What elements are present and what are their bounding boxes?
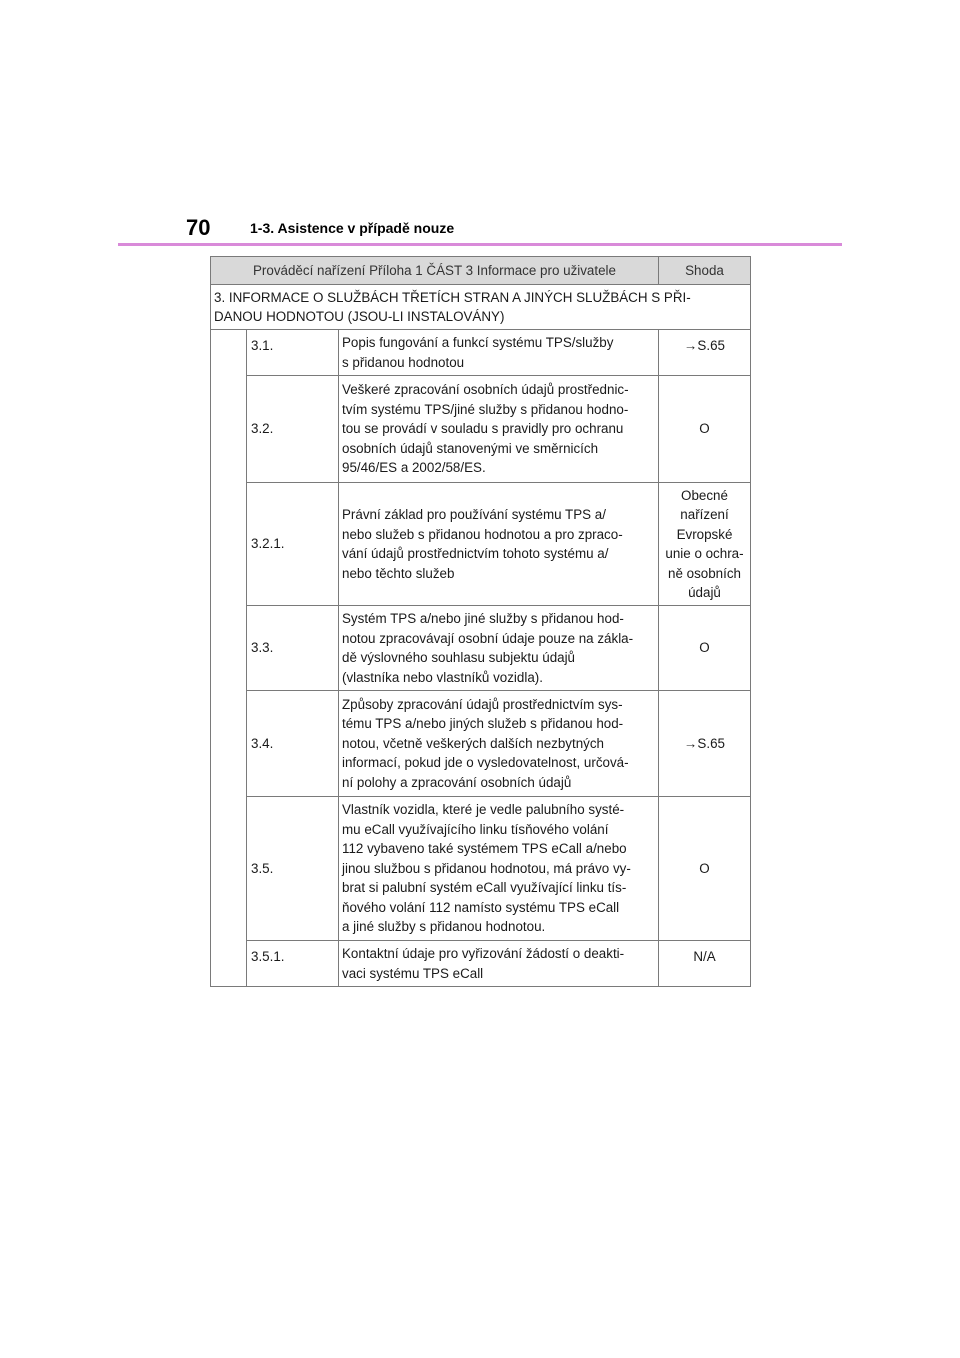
row-compliance: →S.65 <box>659 330 751 376</box>
row-description: Veškeré zpracování osobních údajů prostřednic- tvím systému TPS/jiné služby s přidanou hodno- tou se provádí v souladu s pravidly pro ochranu osobních údajů stanovenými ve směrnicích 95/46/ES a 2002/58/ES. <box>339 376 659 483</box>
row-description: Kontaktní údaje pro vyřizování žádostí o deakti- vaci systému TPS eCall <box>339 941 659 987</box>
table-row <box>211 941 751 987</box>
column-header-compliance: Shoda <box>659 257 751 285</box>
row-compliance: N/A <box>659 941 751 987</box>
indent-cell <box>211 330 247 987</box>
row-number: 3.5.1. <box>247 941 339 987</box>
table-row <box>211 483 751 606</box>
row-number: 3.2.1. <box>247 483 339 606</box>
row-description: Popis fungování a funkcí systému TPS/služby s přidanou hodnotou <box>339 330 659 376</box>
section-title: 1-3. Asistence v případě nouze <box>250 220 455 236</box>
row-description: Systém TPS a/nebo jiné služby s přidanou hod- notou zpracovávají osobní údaje pouze na zákla- dě výslovného souhlasu subjektu údajů (vlastníka nebo vlastníků vozidla). <box>339 606 659 691</box>
row-compliance: O <box>659 606 751 691</box>
column-header-regulation: Prováděcí nařízení Příloha 1 ČÁST 3 Informace pro uživatele <box>211 257 659 285</box>
row-number: 3.4. <box>247 691 339 797</box>
row-compliance: Obecné nařízení Evropské unie o ochra- ně osobních údajů <box>659 483 751 606</box>
table-row <box>211 797 751 941</box>
compliance-table <box>210 256 751 987</box>
header-divider <box>118 243 842 246</box>
row-description: Způsoby zpracování údajů prostřednictvím sys- tému TPS a/nebo jiných služeb s přidanou hod- notou, včetně veškerých dalších nezbytných informací, pokud jde o vysledovatelnost, určová- ní polohy a zpracování osobních údajů <box>339 691 659 797</box>
row-compliance: O <box>659 797 751 941</box>
row-number: 3.5. <box>247 797 339 941</box>
row-compliance: O <box>659 376 751 483</box>
section-heading-row <box>211 285 751 330</box>
table-row <box>211 330 751 376</box>
page-number: 70 <box>186 215 211 240</box>
row-number: 3.3. <box>247 606 339 691</box>
row-number: 3.2. <box>247 376 339 483</box>
table-row <box>211 606 751 691</box>
row-description: Právní základ pro používání systému TPS a/ nebo služeb s přidanou hodnotou a pro zpraco- vání údajů prostřednictvím tohoto systému a/ nebo těchto služeb <box>339 483 659 606</box>
table-row <box>211 376 751 483</box>
section-heading: 3. INFORMACE O SLUŽBÁCH TŘETÍCH STRAN A JINÝCH SLUŽBÁCH S PŘI- DANOU HODNOTOU (JSOU-LI INSTALOVÁNY) <box>211 285 751 330</box>
table-header-row <box>211 257 751 285</box>
row-description: Vlastník vozidla, které je vedle palubního systé- mu eCall využívajícího linku tísňového volání 112 vybaveno také systémem TPS eCall a/nebo jinou službou s přidanou hodnotou, má právo vy- brat si palubní systém eCall využívající linku tís- ňového volání 112 namísto systému TPS eCall a jiné služby s přidanou hodnotou. <box>339 797 659 941</box>
table-body <box>211 330 751 987</box>
row-compliance: →S.65 <box>659 691 751 797</box>
row-number: 3.1. <box>247 330 339 376</box>
table-row <box>211 691 751 797</box>
